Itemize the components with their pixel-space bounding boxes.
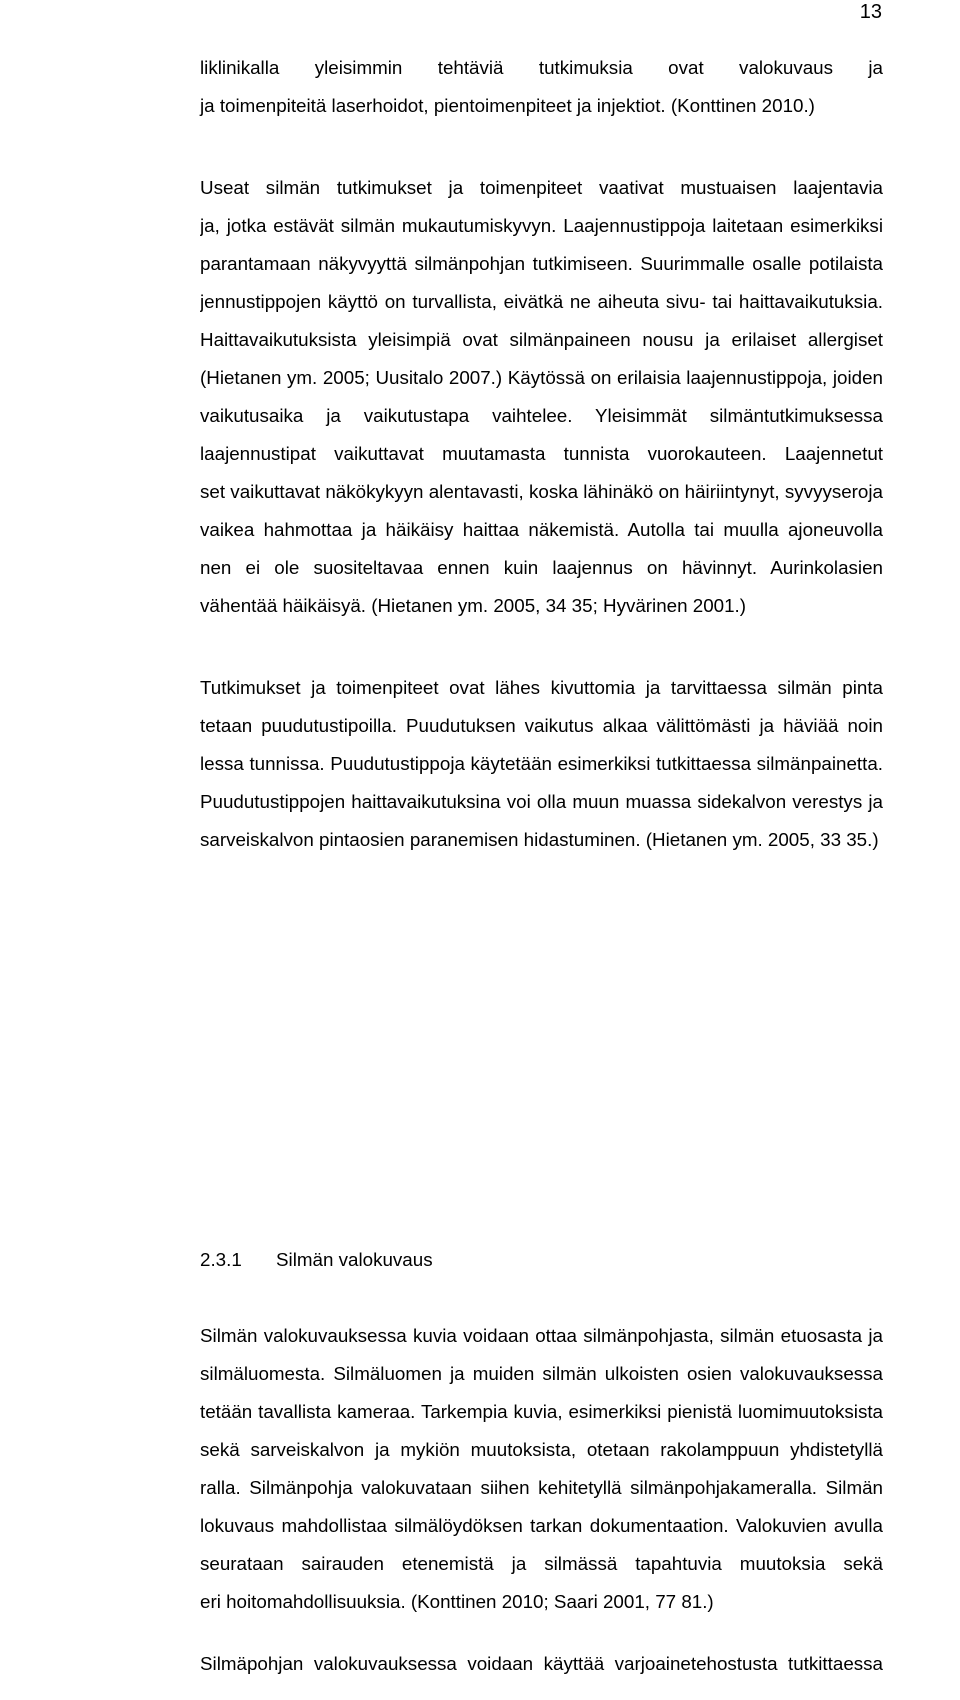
text-line: jennustippojen käyttö on turvallista, eivätkä ne aiheuta sivu- tai haittavaikutuksia.: [200, 291, 883, 312]
text-line: tetaan puudutustipoilla. Puudutuksen vaikutus alkaa välittömästi ja häviää noin: [200, 715, 883, 736]
text-line: Silmäpohjan valokuvauksessa voidaan käyttää varjoainetehostusta tutkittaessa: [200, 1653, 883, 1674]
text-line: silmäluomesta. Silmäluomen ja muiden silmän ulkoisten osien valokuvauksessa: [200, 1363, 883, 1384]
text-line: lessa tunnissa. Puudutustippoja käytetään esimerkiksi tutkittaessa silmänpainetta.: [200, 753, 883, 774]
section-number: 2.3.1: [200, 1249, 242, 1270]
text-line: lokuvaus mahdollistaa silmälöydöksen tarkan dokumentaation. Valokuvien avulla: [200, 1515, 883, 1536]
page-number: 13: [859, 1, 882, 23]
text-line: Useat silmän tutkimukset ja toimenpiteet vaativat mustuaisen laajentavia: [200, 177, 883, 198]
section-heading: [200, 1247, 433, 1273]
text-line: sarveiskalvon pintaosien paranemisen hidastuminen. (Hietanen ym. 2005, 33 35.): [200, 829, 879, 850]
text-line: ralla. Silmänpohja valokuvataan siihen kehitetyllä silmänpohjakameralla. Silmän: [200, 1477, 883, 1498]
text-line: Puudutustippojen haittavaikutuksina voi olla muun muassa sidekalvon verestys ja: [200, 791, 883, 812]
text-line: sekä sarveiskalvon ja mykiön muutoksista, otetaan rakolamppuun yhdistetyllä: [200, 1439, 883, 1460]
text-line: tetään tavallista kameraa. Tarkempia kuvia, esimerkiksi pienistä luomimuutoksista: [200, 1401, 883, 1422]
text-line: laajennustipat vaikuttavat muutamasta tunnista vuorokauteen. Laajennetut: [200, 443, 883, 464]
text-line: vaikutusaika ja vaikutustapa vaihtelee. Yleisimmät silmäntutkimuksessa: [200, 405, 883, 426]
text-line: ja toimenpiteitä laserhoidot, pientoimenpiteet ja injektiot. (Konttinen 2010.): [200, 95, 815, 116]
text-line: nen ei ole suositeltavaa ennen kuin laajennus on hävinnyt. Aurinkolasien: [200, 557, 883, 578]
text-line: Silmän valokuvauksessa kuvia voidaan ottaa silmänpohjasta, silmän etuosasta ja: [200, 1325, 883, 1346]
text-line: vaikea hahmottaa ja häikäisy haittaa näkemistä. Autolla tai muulla ajoneuvolla: [200, 519, 883, 540]
text-line: set vaikuttavat näkökykyyn alentavasti, koska lähinäkö on häiriintynyt, syvyyseroja: [200, 481, 883, 502]
text-line: seurataan sairauden etenemistä ja silmässä tapahtuvia muutoksia sekä: [200, 1553, 883, 1574]
text-line: (Hietanen ym. 2005; Uusitalo 2007.) Käytössä on erilaisia laajennustippoja, joiden: [200, 367, 883, 388]
text-line: vähentää häikäisyä. (Hietanen ym. 2005, 34 35; Hyvärinen 2001.): [200, 595, 747, 616]
text-line: ja, jotka estävät silmän mukautumiskyvyn. Laajennustippoja laitetaan esimerkiksi: [200, 215, 883, 236]
section-title: Silmän valokuvaus: [276, 1249, 433, 1270]
text-line: Tutkimukset ja toimenpiteet ovat lähes kivuttomia ja tarvittaessa silmän pinta: [200, 677, 883, 698]
text-line: parantamaan näkyvyyttä silmänpohjan tutkimiseen. Suurimmalle osalle potilaista: [200, 253, 883, 274]
text-line: eri hoitomahdollisuuksia. (Konttinen 2010; Saari 2001, 77 81.): [200, 1591, 714, 1612]
text-line: Haittavaikutuksista yleisimpiä ovat silmänpaineen nousu ja erilaiset allergiset: [200, 329, 883, 350]
text-line: liklinikalla yleisimmin tehtäviä tutkimuksia ovat valokuvaus ja: [200, 57, 883, 78]
